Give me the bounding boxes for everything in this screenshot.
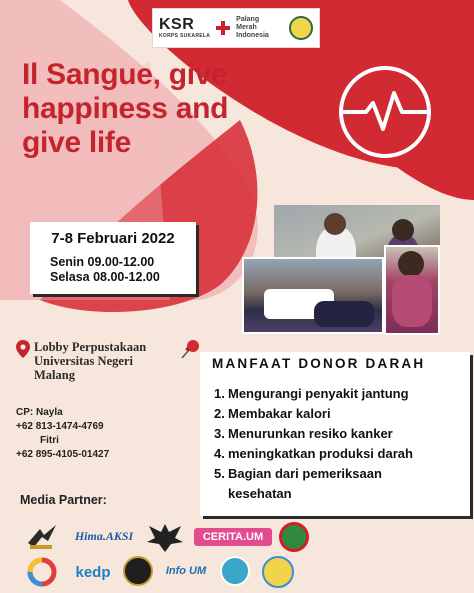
partner-logo-dark-seal-icon (123, 556, 153, 586)
location-line-1: Lobby Perpustakaan (34, 340, 147, 354)
benefits-list (214, 384, 469, 504)
heartbeat-icon (336, 63, 434, 161)
event-photo-3 (384, 245, 440, 335)
ksr-logo-subtext: KORPS SUKARELA (159, 33, 211, 39)
page-title: Il Sangue, give happiness and give life (22, 58, 229, 159)
location-pin-icon (16, 340, 30, 358)
pushpin-icon (180, 338, 202, 360)
contact-person (16, 406, 109, 462)
event-date: 7-8 Februari 2022 (51, 230, 175, 247)
list-item: 2. Membakar kalori (214, 406, 331, 421)
list-item: 5. Bagian dari pemeriksaan kesehatan (214, 466, 382, 501)
location-line-3: Malang (34, 368, 75, 382)
contact-name-2: Fitri (40, 435, 59, 446)
list-item: 3. Menurunkan resiko kanker (214, 426, 393, 441)
schedule-selasa: Selasa 08.00-12.00 (50, 270, 160, 284)
list-item: 4. meningkatkan produksi darah (214, 446, 413, 461)
header-logos (152, 8, 320, 48)
benefits-title: MANFAAT DONOR DARAH (212, 356, 426, 371)
partner-logo-cerita-um: CERITA.UM (194, 528, 272, 546)
date-box (30, 222, 196, 294)
event-location (16, 340, 146, 382)
partner-logo-yellow-badge-icon (262, 556, 294, 588)
university-seal-icon (289, 16, 313, 40)
event-photo-2 (242, 257, 384, 334)
location-line-2: Universitas Negeri (34, 354, 133, 368)
schedule-senin: Senin 09.00-12.00 (50, 255, 155, 269)
media-partner-title: Media Partner: (20, 493, 107, 507)
partner-logo-bird-icon (26, 523, 58, 551)
ksr-logo (159, 17, 210, 39)
pmi-logo-text: Palang Merah Indonesia (236, 16, 269, 39)
partner-logo-info-um: Info UM (165, 565, 207, 577)
partner-logo-seal-icon (279, 522, 309, 552)
partner-logo-blue-badge-icon (220, 556, 250, 586)
contact-phone-1: +62 813-1474-4769 (16, 421, 104, 432)
ksr-logo-text: KSR (159, 16, 195, 33)
partner-logo-swirl-icon (22, 556, 62, 588)
contact-label: CP: Nayla (16, 407, 63, 418)
red-cross-icon (216, 21, 230, 35)
partner-logo-hima-aksi: Hima.AKSI (74, 528, 134, 543)
contact-phone-2: +62 895-4105-01427 (16, 449, 110, 460)
partner-logo-eagle-icon (145, 520, 185, 554)
list-item: 1. Mengurangi penyakit jantung (214, 386, 409, 401)
partner-logo-kedp: kedp (75, 563, 111, 581)
